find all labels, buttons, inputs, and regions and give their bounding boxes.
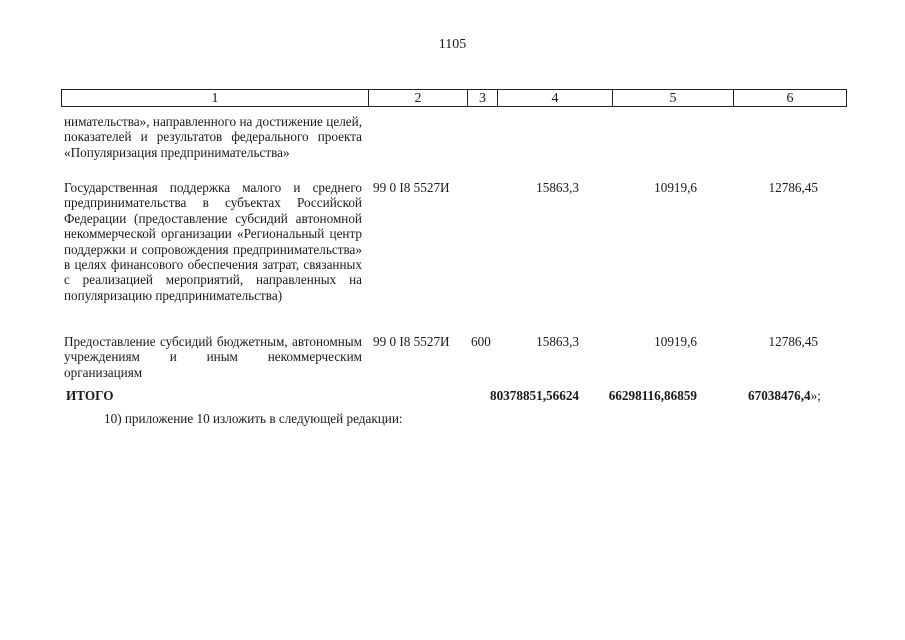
row-2-value-6: 12786,45 [768, 180, 818, 195]
total-label: ИТОГО [66, 388, 114, 403]
column-header-6: 6 [733, 90, 846, 106]
total-value-5: 66298116,86859 [608, 388, 697, 403]
row-2-value-4: 15863,3 [536, 180, 579, 195]
row-3-description: Предоставление субсидий бюджетным, автономным учреждениям и иным некоммерческим организациям [64, 334, 362, 380]
column-header-4: 4 [497, 90, 612, 106]
row-1-description: нимательства», направленного на достижение целей, показателей и результатов федерального проекта «Популяризация предпринимательства» [64, 114, 362, 160]
row-2-value-5: 10919,6 [654, 180, 697, 195]
column-header-2: 2 [368, 90, 467, 106]
instruction-text: 10) приложение 10 изложить в следующей редакции: [104, 411, 403, 426]
row-3-value-5: 10919,6 [654, 334, 697, 349]
row-3-vtype: 600 [471, 334, 491, 349]
column-header-3: 3 [467, 90, 497, 106]
row-2-description: Государственная поддержка малого и среднего предпринимательства в субъектах Российской Федерации (предоставление субсидий автономной некоммерческой организации «Региональный центр поддержки и сопровождения предпринимательства» в целях финансового обеспечения затрат, связанных с реализацией мероприятий, направленных на популяризацию предпринимательства) [64, 180, 362, 303]
table-header-row [61, 89, 847, 107]
row-3-value-4: 15863,3 [536, 334, 579, 349]
row-2-code: 99 0 I8 5527И [373, 180, 450, 195]
row-3-code: 99 0 I8 5527И [373, 334, 450, 349]
page-number: 1105 [438, 37, 467, 52]
row-3-value-6: 12786,45 [768, 334, 818, 349]
column-header-5: 5 [612, 90, 733, 106]
total-value-6-number: 67038476,4 [748, 388, 811, 403]
total-value-6 [748, 388, 821, 403]
total-value-4: 80378851,56624 [489, 388, 579, 403]
column-header-1: 1 [211, 91, 219, 106]
total-value-6-suffix: »; [810, 388, 821, 403]
